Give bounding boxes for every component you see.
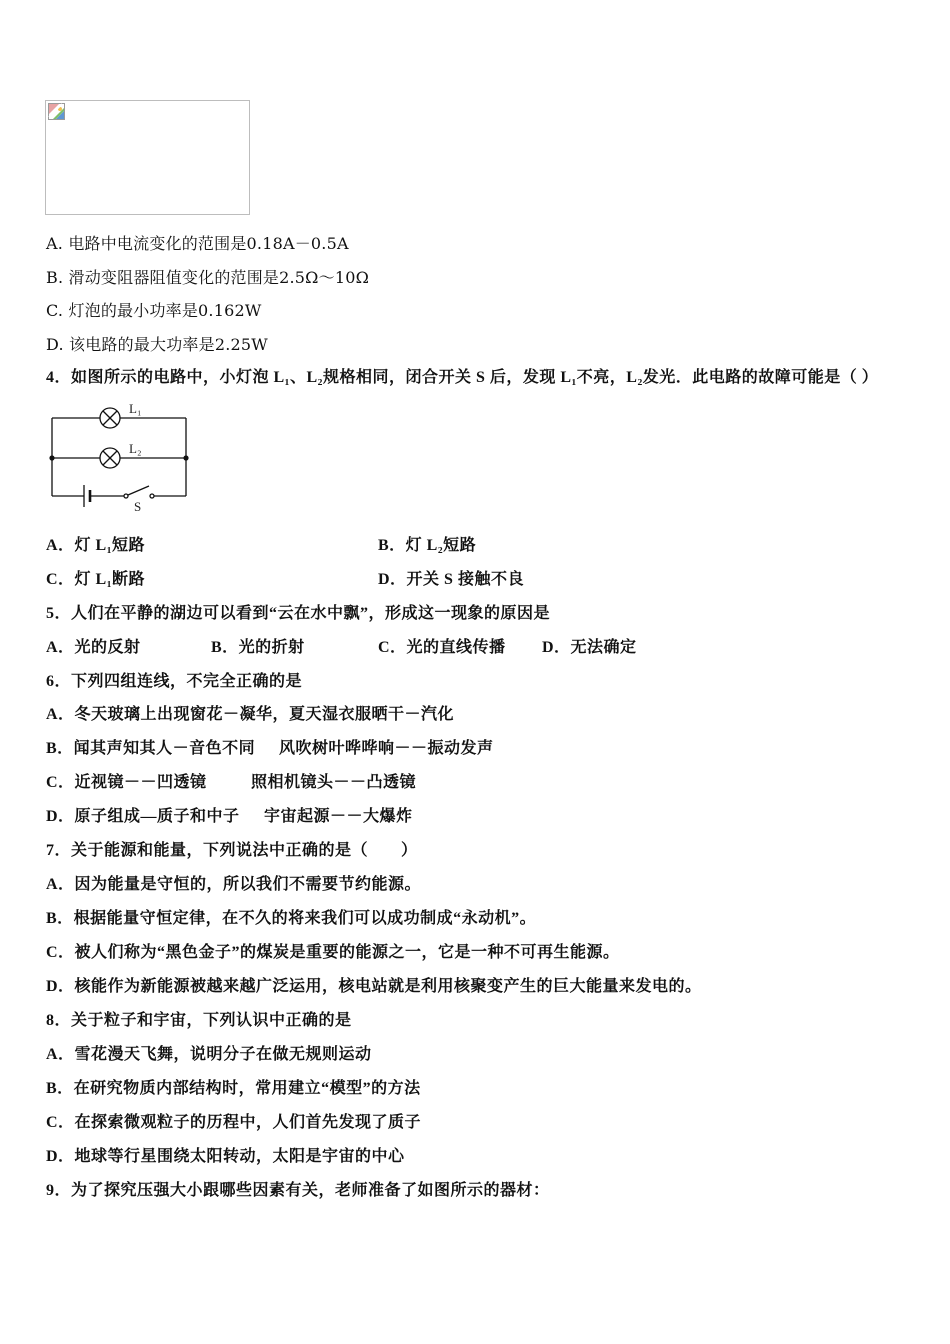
broken-image-placeholder — [45, 100, 250, 215]
q8-option-a: A．雪花漫天飞舞，说明分子在做无规则运动 — [46, 1046, 372, 1063]
lamp-l1-label: L₁ — [129, 401, 142, 416]
switch-blade — [128, 486, 149, 495]
q6-option-d — [46, 807, 906, 827]
q5-option-c: C．光的直线传播 — [378, 639, 506, 656]
q4-options-row-1 — [46, 536, 906, 556]
lamp-l2-label: L₂ — [129, 441, 142, 456]
q4-option-c: C．灯 L₁断路 — [46, 571, 146, 588]
q4-options-row-2 — [46, 570, 906, 590]
q3-option-b: B. 滑动变阻器阻值变化的范围是2.5Ω～10Ω — [46, 268, 370, 287]
q5-option-d: D．无法确定 — [542, 639, 637, 656]
q6-option-d-part1: D．原子组成—质子和中子 — [46, 808, 240, 825]
q4-option-a: A．灯 L₁短路 — [46, 537, 146, 554]
q8-option-c: C．在探索微观粒子的历程中，人们首先发现了质子 — [46, 1114, 422, 1131]
q5-option-b: B．光的折射 — [211, 639, 305, 656]
q9-stem: 9．为了探究压强大小跟哪些因素有关，老师准备了如图所示的器材： — [46, 1182, 550, 1199]
q7-option-a: A．因为能量是守恒的，所以我们不需要节约能源。 — [46, 876, 422, 893]
q6-option-c-part1: C．近视镜－－凹透镜 — [46, 774, 207, 791]
switch-contact — [150, 494, 154, 498]
q3-option-c: C. 灯泡的最小功率是0.162W — [46, 301, 262, 320]
q6-option-d-part2: 宇宙起源－－大爆炸 — [264, 808, 413, 825]
switch-label: S — [134, 499, 142, 514]
q6-option-c — [46, 773, 906, 793]
q6-option-b — [46, 739, 906, 759]
q6-option-c-part2: 照相机镜头－－凸透镜 — [251, 774, 417, 791]
q7-option-d: D．核能作为新能源被越来越广泛运用，核电站就是利用核聚变产生的巨大能量来发电的。 — [46, 978, 702, 995]
q7-option-b: B．根据能量守恒定律，在不久的将来我们可以成功制成“永动机”。 — [46, 910, 537, 927]
junction-dot-left — [49, 455, 54, 460]
q4-option-d: D．开关 S 接触不良 — [378, 571, 524, 588]
q6-option-b-part2: 风吹树叶哗哗响－－振动发声 — [279, 740, 494, 757]
q7-option-c: C．被人们称为“黑色金子”的煤炭是重要的能源之一，它是一种不可再生能源。 — [46, 944, 620, 961]
q6-option-b-part1: B．闻其声知其人－音色不同 — [46, 740, 256, 757]
q8-stem: 8．关于粒子和宇宙，下列认识中正确的是 — [46, 1012, 352, 1029]
q6-stem: 6．下列四组连线，不完全正确的是 — [46, 673, 303, 690]
q8-option-d: D．地球等行星围绕太阳转动，太阳是宇宙的中心 — [46, 1148, 405, 1165]
q4-circuit-diagram — [45, 398, 195, 518]
q5-option-a: A．光的反射 — [46, 639, 141, 656]
q4-option-b: B．灯 L₂短路 — [378, 537, 477, 554]
q5-options-row — [46, 638, 906, 658]
switch-pivot — [124, 494, 128, 498]
q4-stem: 4．如图所示的电路中，小灯泡 L₁、L₂规格相同，闭合开关 S 后，发现 L₁不亮，L₂发光．此电路的故障可能是（ ） — [46, 369, 879, 386]
q6-option-a: A．冬天玻璃上出现窗花－凝华，夏天湿衣服晒干－汽化 — [46, 706, 455, 723]
q3-option-a: A. 电路中电流变化的范围是0.18A－0.5A — [46, 234, 349, 253]
broken-image-icon — [47, 102, 67, 122]
q5-stem: 5．人们在平静的湖边可以看到“云在水中飘”，形成这一现象的原因是 — [46, 605, 551, 622]
q7-stem: 7．关于能源和能量，下列说法中正确的是（ ） — [46, 842, 418, 859]
q3-option-d: D. 该电路的最大功率是2.25W — [46, 335, 268, 354]
q8-option-b: B．在研究物质内部结构时，常用建立“模型”的方法 — [46, 1080, 421, 1097]
junction-dot-right — [183, 455, 188, 460]
